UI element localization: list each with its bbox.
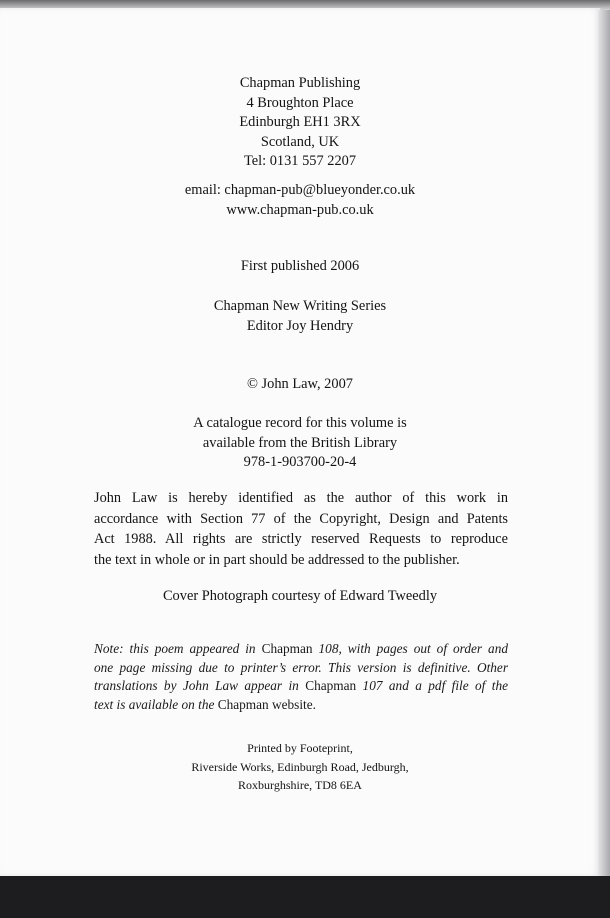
note-text: text is available on the bbox=[94, 697, 218, 713]
catalogue-record bbox=[0, 414, 600, 473]
note-line bbox=[94, 696, 508, 715]
note-line: one page missing due to printer’s error. This version is definitive. Other bbox=[94, 659, 508, 675]
catalogue-line: A catalogue record for this volume is bbox=[193, 415, 407, 431]
series-info bbox=[0, 297, 600, 336]
journal-title: Chapman bbox=[305, 678, 357, 694]
rights-line: John Law is hereby identified as the author of this work in bbox=[94, 490, 508, 506]
address-line: Scotland, UK bbox=[260, 133, 340, 150]
note-text: translations by John Law appear in bbox=[94, 678, 306, 694]
note-line bbox=[94, 677, 508, 696]
address-line: Edinburgh EH1 3RX bbox=[239, 114, 361, 130]
imprint-page bbox=[0, 8, 602, 876]
catalogue-line: available from the British Library bbox=[202, 434, 398, 451]
first-published-text: First published 2006 bbox=[240, 258, 360, 274]
edition-note bbox=[94, 640, 508, 715]
journal-title: Chapman bbox=[261, 641, 313, 656]
note-text: Note: this poem appeared in bbox=[94, 641, 262, 656]
cover-credit-text: Cover Photograph courtesy of Edward Tweedly bbox=[162, 588, 438, 604]
website-address: www.chapman-pub.co.uk bbox=[226, 201, 374, 218]
rights-line: accordance with Section 77 of the Copyright, Design and Patents bbox=[94, 510, 508, 527]
address-line: 4 Broughton Place bbox=[246, 94, 354, 111]
telephone: Tel: 0131 557 2207 bbox=[243, 153, 357, 169]
isbn: 978-1-903700-20-4 bbox=[243, 454, 357, 470]
printer-line: Printed by Footeprint, bbox=[247, 741, 353, 755]
note-text: 107 and a pdf file of the bbox=[356, 678, 508, 694]
printer-line: Roxburghshire, TD8 6EA bbox=[238, 778, 362, 792]
rights-statement bbox=[94, 488, 508, 570]
note-text: 108, with pages out of order and bbox=[312, 641, 508, 656]
publisher-contact bbox=[0, 181, 600, 220]
rights-line: the text in whole or in part should be addressed to the publisher. bbox=[94, 551, 460, 568]
rights-line: Act 1988. All rights are strictly reserved Requests to reproduce bbox=[94, 531, 508, 547]
note-text: website. bbox=[268, 697, 316, 713]
copyright-text: © John Law, 2007 bbox=[247, 376, 353, 392]
page-edge-shadow bbox=[598, 10, 610, 876]
cover-credit bbox=[0, 587, 600, 607]
publisher-name: Chapman Publishing bbox=[239, 75, 361, 91]
copyright-notice bbox=[0, 375, 600, 395]
printer-info bbox=[0, 739, 600, 795]
series-name: Chapman New Writing Series bbox=[213, 298, 387, 314]
note-line bbox=[94, 640, 508, 659]
email-address: email: chapman-pub@blueyonder.co.uk bbox=[184, 182, 416, 198]
series-editor: Editor Joy Hendry bbox=[246, 317, 354, 334]
publisher-address bbox=[0, 74, 600, 172]
printer-line: Riverside Works, Edinburgh Road, Jedburgh, bbox=[191, 759, 409, 774]
journal-title: Chapman bbox=[217, 697, 269, 713]
first-published bbox=[0, 257, 600, 277]
